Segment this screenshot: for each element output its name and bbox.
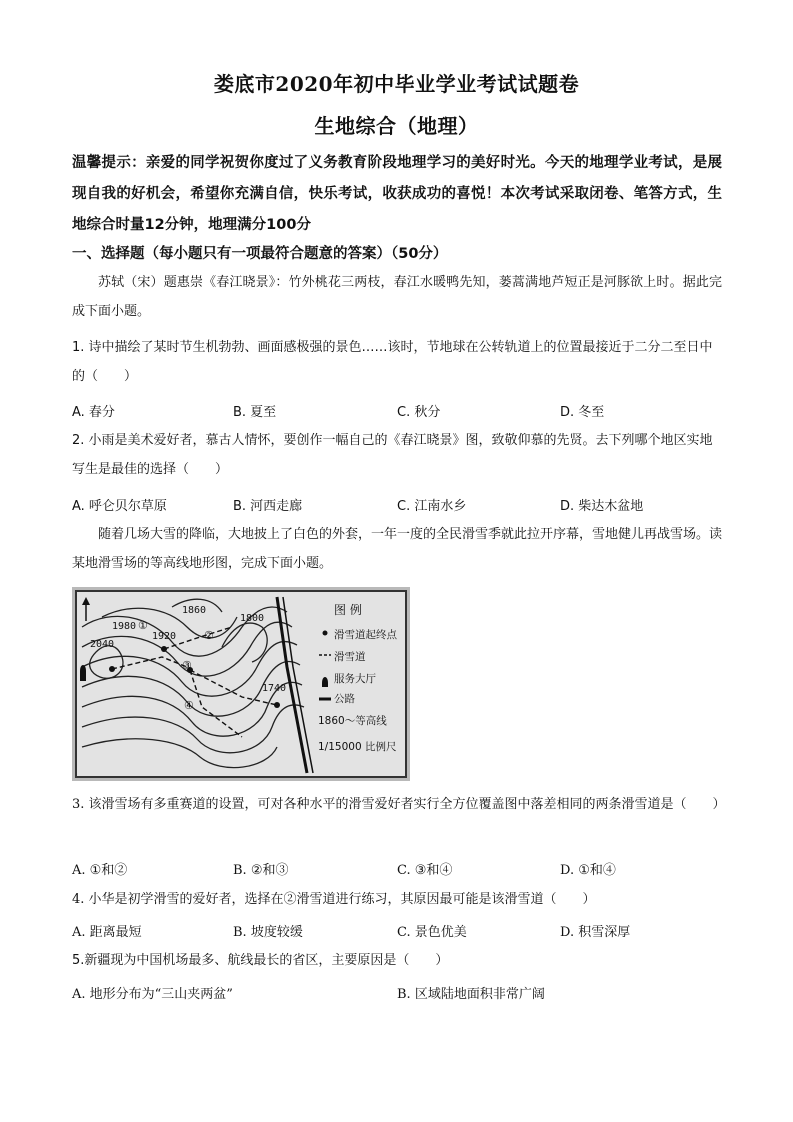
q1-option-b[interactable]: B. 夏至	[233, 405, 277, 420]
legend-item-service-hall: 服务大厅	[334, 673, 376, 685]
q5-option-a[interactable]: A. 地形分布为“三山夹两盆”	[72, 987, 233, 1002]
question-4-options	[72, 921, 722, 941]
route-label: ④	[184, 699, 194, 712]
q3-option-c[interactable]: C. ③和④	[397, 863, 453, 878]
legend-scale: 1/15000 比例尺	[318, 741, 397, 753]
q2-option-c[interactable]: C. 江南水乡	[397, 499, 467, 514]
intro-ski: 随着几场大雪的降临，大地披上了白色的外套，一年一度的全民滑雪季就此拉开序幕，雪地健儿再战雪场。读某地滑雪场的等高线地形图，完成下面小题。	[72, 527, 723, 571]
q2-option-a[interactable]: A. 呼仑贝尔草原	[72, 499, 167, 514]
exam-title: 娄底市2020年初中毕业学业考试试题卷	[213, 72, 580, 96]
q1-option-d[interactable]: D. 冬至	[560, 405, 605, 420]
question-1-options	[72, 401, 722, 421]
exam-subtitle: 生地综合（地理）	[314, 114, 479, 138]
legend-item-contour: 1860～等高线	[318, 715, 387, 727]
question-3: 3. 该滑雪场有多重赛道的设置，可对各种水平的滑雪爱好者实行全方位覆盖图中落差相同的两条滑雪道是（ ）	[72, 797, 726, 812]
q3-option-b[interactable]: B. ②和③	[233, 863, 289, 878]
question-2: 2. 小雨是美术爱好者，慕古人情怀，要创作一幅自己的《春江晓景》图，致敬仰慕的先贤。去下列哪个地区实地写生是最佳的选择（ ）	[72, 433, 713, 477]
q3-option-a[interactable]: A. ①和②	[72, 863, 128, 878]
question-3-options	[72, 859, 722, 879]
contour-label: 1920	[152, 631, 177, 642]
route-label: ②	[204, 629, 214, 642]
question-5: 5.新疆现为中国机场最多、航线最长的省区，主要原因是（ ）	[72, 953, 449, 968]
q4-option-d[interactable]: D. 积雪深厚	[560, 925, 631, 940]
contour-label: 1740	[262, 683, 287, 694]
question-1: 1. 诗中描绘了某时节生机勃勃、画面感极强的景色……该时，节地球在公转轨道上的位置最接近于二分二至日中的（ ）	[72, 340, 713, 384]
route-label: ③	[182, 659, 192, 672]
legend-title: 图 例	[334, 603, 362, 617]
route-label: ①	[138, 619, 148, 632]
question-2-options	[72, 495, 722, 515]
contour-label: 2040	[90, 639, 115, 650]
contour-map	[72, 587, 410, 781]
q1-option-c[interactable]: C. 秋分	[397, 405, 441, 420]
question-5-options	[72, 983, 722, 1003]
legend-item-start-end: 滑雪道起终点	[334, 629, 397, 641]
legend-item-ski-route: 滑雪道	[334, 651, 366, 663]
contour-label: 1860	[182, 605, 207, 616]
contour-label: 1980	[112, 621, 137, 632]
q4-option-c[interactable]: C. 景色优美	[397, 925, 467, 940]
q4-option-b[interactable]: B. 坡度较缓	[233, 925, 303, 940]
q4-option-a[interactable]: A. 距离最短	[72, 925, 142, 940]
section-heading: 一、选择题（每小题只有一项最符合题意的答案）（50分）	[72, 246, 448, 262]
intro-poem: 苏轼（宋）题惠崇《春江晓景》：竹外桃花三两枝，春江水暖鸭先知，蒌蒿满地芦短正是河豚欲上时。据此完成下面小题。	[72, 275, 722, 319]
warm-tip: 温馨提示：亲爱的同学祝贺你度过了义务教育阶段地理学习的美好时光。今天的地理学业考试，是展现自我的好机会，希望你充满自信，快乐考试，收获成功的喜悦！本次考试采取闭卷、笔答方式，生地综合时量12分钟，地理满分100分	[72, 155, 722, 233]
legend-item-road: 公路	[334, 693, 355, 705]
q5-option-b[interactable]: B. 区域陆地面积非常广阔	[397, 987, 545, 1002]
q1-option-a[interactable]: A. 春分	[72, 405, 115, 420]
q2-option-d[interactable]: D. 柴达木盆地	[560, 499, 644, 514]
question-4: 4. 小华是初学滑雪的爱好者，选择在②滑雪道进行练习，其原因最可能是该滑雪道（ ）	[72, 892, 596, 907]
contour-label: 1800	[240, 613, 265, 624]
q3-option-d[interactable]: D. ①和④	[560, 863, 616, 878]
q2-option-b[interactable]: B. 河西走廊	[233, 499, 303, 514]
